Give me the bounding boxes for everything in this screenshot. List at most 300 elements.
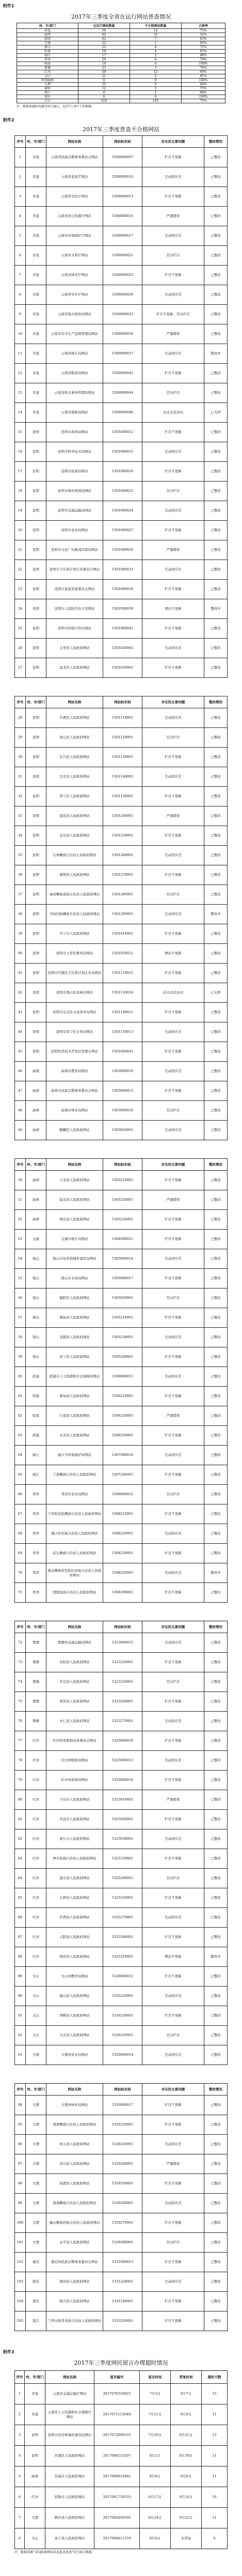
pass-rate-cell: 100% bbox=[182, 79, 225, 83]
main-problem-cell: 互动回应差 bbox=[142, 167, 204, 187]
reply-date-cell: 8月21日 bbox=[171, 2425, 202, 2446]
site-id-cell: 5308290001 bbox=[103, 1583, 142, 1603]
site-id-cell: 5326250001 bbox=[103, 2026, 142, 2045]
site-id-cell: 5301000030 bbox=[103, 540, 142, 560]
main-problem-cell: 互动回应差 bbox=[142, 1712, 204, 1731]
table-row bbox=[14, 2384, 228, 2404]
site-id-cell: 5333250001 bbox=[103, 2311, 142, 2331]
site-name-cell: 嵩明县人民政府网站 bbox=[46, 865, 103, 885]
site-name-cell: 云南省水利厅网站 bbox=[46, 246, 103, 266]
table-row bbox=[14, 1289, 228, 1308]
table-row bbox=[14, 1446, 228, 1465]
rectification-cell: 已整改 bbox=[204, 1583, 228, 1603]
site-id-cell: 5325270001 bbox=[103, 1908, 142, 1928]
site-name-cell: 鹤庆县人民政府网站 bbox=[45, 2508, 94, 2528]
rectification-cell: 已整改 bbox=[204, 580, 228, 599]
table-row bbox=[17, 58, 225, 62]
site-id-cell: 5301120018 bbox=[103, 983, 142, 1003]
site-name-header: 网站名称 bbox=[46, 135, 103, 148]
region-cell: 红河 bbox=[26, 1888, 46, 1908]
serial-number-cell: 95 bbox=[14, 2115, 26, 2135]
site-name-cell: 墨江哈尼族自治县人民政府网站 bbox=[46, 1524, 103, 1544]
main-problem-cell: 栏目不更新 bbox=[142, 1771, 204, 1790]
rectification-cell: 已整改 bbox=[204, 1465, 228, 1485]
region-cell: 德宏 bbox=[26, 2292, 46, 2311]
region-cell: 省直 bbox=[26, 305, 46, 324]
serial-number-cell: 41 bbox=[14, 964, 26, 983]
site-name-cell: 弥勒市人民政府网站 bbox=[45, 2487, 94, 2508]
serial-number-cell: 2 bbox=[14, 167, 26, 187]
main-problem-cell: 栏目不更新 bbox=[142, 1081, 204, 1101]
site-name-cell: 施甸县人民政府网站 bbox=[46, 1308, 103, 1328]
site-id-cell: 5326220001 bbox=[103, 1987, 142, 2006]
region-cell: 红河 bbox=[26, 1928, 46, 1947]
pass-rate-cell: 52% bbox=[182, 33, 225, 37]
region-cell: 昆明 bbox=[26, 1022, 46, 1042]
rectification-cell: 已整改 bbox=[204, 1062, 228, 1081]
pass-rate-cell: 75% bbox=[182, 87, 225, 91]
main-problem-cell: 空白栏目 bbox=[142, 482, 204, 501]
pass-rate-cell: 100% bbox=[182, 95, 225, 99]
serial-number-cell: 63 bbox=[14, 1426, 26, 1446]
site-id-cell: 5306210001 bbox=[103, 1387, 142, 1406]
region-cell: 丽江 bbox=[26, 1446, 46, 1465]
table-row bbox=[14, 1888, 228, 1908]
site-id-cell: 5300000016 bbox=[103, 207, 142, 226]
rectification-cell: 已整改 bbox=[204, 1249, 228, 1269]
region-cell: 昆明 bbox=[26, 619, 46, 639]
message-id-cell: 2017080810462 bbox=[94, 2466, 140, 2487]
site-name-cell: 开远市人民政府网站 bbox=[46, 1810, 103, 1829]
serial-number-cell: 96 bbox=[14, 2135, 26, 2154]
region-cell: 红河 bbox=[25, 2487, 45, 2508]
main-problem-cell: 网站不更新 bbox=[142, 599, 204, 619]
serial-number-cell: 66 bbox=[14, 1485, 26, 1504]
site-name-cell: 泸西县人民政府网站 bbox=[46, 1908, 103, 1928]
main-problem-cell: 栏目不更新 bbox=[142, 1544, 204, 1563]
site-name-cell: 云南省人力资源和社会保障厅网站 bbox=[45, 2404, 94, 2425]
region-header: 州、市/部门 bbox=[26, 696, 46, 708]
running-count-cell: 17 bbox=[78, 54, 130, 58]
main-problem-cell: 严重错误 bbox=[142, 1790, 204, 1810]
rectification-cell: 已整改 bbox=[204, 806, 228, 826]
site-id-cell: 5301150001 bbox=[103, 787, 142, 806]
main-problem-header: 存在的主要问题 bbox=[142, 2083, 204, 2096]
site-name-cell: 南华县人民政府网站 bbox=[46, 1692, 103, 1712]
rectification-cell: 已整改 bbox=[204, 767, 228, 787]
table-row bbox=[17, 74, 225, 79]
failed-count-cell: 31 bbox=[130, 33, 182, 37]
site-name-cell: 红河州发展和改革委员会网站 bbox=[46, 1731, 103, 1751]
main-problem-cell: 严重错误 bbox=[142, 324, 204, 344]
site-id-cell: 5329270001 bbox=[103, 2213, 142, 2233]
region-cell: 曲靖 bbox=[26, 1062, 46, 1081]
site-id-cell: 5308220001 bbox=[103, 1524, 142, 1544]
site-name-cell: 永平县人民政府网站 bbox=[46, 2233, 103, 2253]
table-row bbox=[14, 2045, 228, 2065]
site-name-cell: 昆明市商务局网站 bbox=[46, 423, 103, 442]
table-row bbox=[14, 1269, 228, 1289]
table-row bbox=[17, 83, 225, 87]
table-row bbox=[14, 1485, 228, 1504]
site-id-cell: 5301140011 bbox=[103, 1003, 142, 1022]
region-cell: 省直 bbox=[26, 207, 46, 226]
region-cell: 昆明 bbox=[25, 2446, 45, 2466]
region-cell: 昆明 bbox=[26, 482, 46, 501]
main-problem-cell: 互动回应差 bbox=[142, 1328, 204, 1347]
serial-number-cell: 86 bbox=[14, 1908, 26, 1928]
overdue-days-cell: 8 bbox=[202, 2528, 228, 2549]
running-count-cell: 56 bbox=[78, 29, 130, 33]
pass-rate-cell: 75% bbox=[182, 29, 225, 33]
table-row bbox=[14, 787, 228, 806]
table-row bbox=[14, 708, 228, 728]
serial-number-cell: 1 bbox=[14, 2384, 25, 2404]
table-row bbox=[14, 2292, 228, 2311]
serial-number-cell: 62 bbox=[14, 1406, 26, 1426]
site-id-cell: 5323240001 bbox=[103, 1692, 142, 1712]
site-id-cell: 5300000033 bbox=[103, 305, 142, 324]
serial-number-cell: 8 bbox=[14, 2528, 25, 2549]
serial-number-cell: 42 bbox=[14, 983, 26, 1003]
site-id-cell: 5301250001 bbox=[103, 826, 142, 846]
table-row bbox=[14, 2487, 228, 2508]
site-id-cell: 5300000048 bbox=[103, 403, 142, 423]
serial-number-cell: 101 bbox=[14, 2233, 26, 2253]
site-id-cell: 5300000044 bbox=[103, 383, 142, 403]
table-row bbox=[14, 1908, 228, 1928]
site-name-cell: 云南省统计局网站 bbox=[46, 344, 103, 364]
site-id-cell: 5301030001 bbox=[103, 658, 142, 678]
pass-rate-cell: 78% bbox=[182, 66, 225, 70]
site-id-cell: 5301000018 bbox=[103, 462, 142, 482]
region-header: 州、市/部门 bbox=[26, 135, 46, 148]
site-id-cell: 5308230001 bbox=[103, 1544, 142, 1563]
region-cell: 昆明 bbox=[26, 580, 46, 599]
overdue-days-cell: 15 bbox=[202, 2384, 228, 2404]
serial-number-cell: 33 bbox=[14, 806, 26, 826]
table-row bbox=[14, 1751, 228, 1771]
table-row bbox=[17, 37, 225, 41]
site-id-cell: 5308210001 bbox=[103, 1504, 142, 1524]
rectification-cell: 已整改 bbox=[204, 2045, 228, 2065]
main-problem-header: 存在的主要问题 bbox=[142, 135, 204, 148]
site-id-cell: 5307240001 bbox=[103, 1465, 142, 1485]
table-row bbox=[14, 2311, 228, 2331]
region-cell: 大理 bbox=[25, 2508, 45, 2528]
main-problem-cell: 互动回应差 bbox=[142, 285, 204, 305]
table-row bbox=[14, 167, 228, 187]
serial-number-cell: 104 bbox=[14, 2292, 26, 2311]
region-cell: 保山 bbox=[26, 1347, 46, 1367]
site-name-cell: 昆明市农业局网站 bbox=[46, 521, 103, 540]
site-name-cell: 昆明市民政局网站 bbox=[46, 462, 103, 482]
serial-number-cell: 56 bbox=[14, 1289, 26, 1308]
serial-number-cell: 2 bbox=[14, 2404, 25, 2425]
table-row bbox=[14, 2425, 228, 2446]
site-id-header: 网站标识码 bbox=[103, 135, 142, 148]
table-row bbox=[17, 70, 225, 74]
region-cell: 红河 bbox=[26, 1947, 46, 1967]
table-row bbox=[14, 1121, 228, 1140]
rectification-cell: 已整改 bbox=[204, 787, 228, 806]
table-row bbox=[17, 50, 225, 54]
region-cell: 红河 bbox=[26, 1731, 46, 1751]
main-problem-cell: 空白栏目 bbox=[142, 1485, 204, 1504]
table-row bbox=[14, 2466, 228, 2487]
site-name-cell: 兰坪白族普米族自治县人民政府网站 bbox=[46, 2311, 103, 2331]
table-row bbox=[14, 826, 228, 846]
failed-sites-table-page bbox=[14, 696, 228, 1140]
site-id-cell: 5300000017 bbox=[103, 226, 142, 246]
serial-number-cell: 43 bbox=[14, 1003, 26, 1022]
region-cell: 省直 bbox=[25, 2384, 45, 2404]
site-id-cell: 5303000010 bbox=[103, 1062, 142, 1081]
region-cell: 西双版纳 bbox=[17, 79, 78, 83]
rectification-cell: 已整改 bbox=[204, 1406, 228, 1426]
serial-number-cell: 72 bbox=[14, 1633, 26, 1653]
site-name-cell: 西畴县人民政府网站 bbox=[46, 2006, 103, 2026]
rectification-cell: 已整改 bbox=[204, 482, 228, 501]
region-header: 州、市/部门 bbox=[26, 2083, 46, 2096]
site-id-header: 网站标识码 bbox=[103, 2083, 142, 2096]
rectification-cell: 已整改 bbox=[204, 1653, 228, 1672]
table-row bbox=[14, 364, 228, 383]
site-id-cell: 5329250001 bbox=[103, 2174, 142, 2194]
serial-number-cell: 73 bbox=[14, 1653, 26, 1672]
overdue-days-cell: 11 bbox=[202, 2446, 228, 2466]
serial-number-cell: 100 bbox=[14, 2213, 26, 2233]
site-name-cell: 昆明市旅游发展委员会网站 bbox=[46, 580, 103, 599]
main-problem-cell: 栏目不更新 bbox=[142, 1347, 204, 1367]
main-problem-cell: 互动回应差 bbox=[142, 1022, 204, 1042]
main-problem-cell: 互动回应差 bbox=[142, 1908, 204, 1928]
site-id-cell: 5323000015 bbox=[103, 1633, 142, 1653]
table-row bbox=[14, 846, 228, 865]
main-problem-cell: 互动回应差 bbox=[142, 344, 204, 364]
site-id-cell: 5301000045 bbox=[103, 1042, 142, 1062]
region-cell: 昆明 bbox=[26, 924, 46, 944]
site-name-cell: 个旧市人民政府网站 bbox=[46, 1790, 103, 1810]
rectification-cell: 已整改 bbox=[204, 1888, 228, 1908]
main-problem-cell: 栏目不更新 bbox=[142, 1731, 204, 1751]
site-name-cell: 昌宁县人民政府网站 bbox=[46, 1347, 103, 1367]
site-name-header: 网站名称 bbox=[46, 1621, 103, 1633]
site-id-cell: 5301000015 bbox=[103, 442, 142, 462]
running-count-cell: 16 bbox=[78, 62, 130, 66]
main-problem-cell: 栏目不更新 bbox=[142, 1042, 204, 1062]
rectification-cell: 已整改 bbox=[204, 1387, 228, 1406]
overdue-days-cell: 11 bbox=[202, 2466, 228, 2487]
running-count-cell: 42 bbox=[78, 37, 130, 41]
attachment-3-title: 2017年三季度网民留言办理超时情况 bbox=[74, 2360, 168, 2366]
region-cell: 大理 bbox=[26, 2135, 46, 2154]
site-id-cell: 5301020012 bbox=[103, 944, 142, 964]
region-header: 州、市/部门 bbox=[26, 1621, 46, 1633]
table-row bbox=[14, 383, 228, 403]
serial-number-cell: 98 bbox=[14, 2174, 26, 2194]
region-cell: 德宏 bbox=[26, 2253, 46, 2272]
table-row bbox=[14, 1928, 228, 1947]
site-name-cell: 曲靖市教育局网站 bbox=[46, 1062, 103, 1081]
region-cell: 昆明 bbox=[26, 728, 46, 748]
site-name-cell: 陆良县人民政府网站 bbox=[46, 1190, 103, 1210]
serial-number-cell: 58 bbox=[14, 1328, 26, 1347]
serial-number-cell: 87 bbox=[14, 1928, 26, 1947]
failed-count-cell: 2 bbox=[130, 54, 182, 58]
region-cell: 昆明 bbox=[26, 806, 46, 826]
table-header-row bbox=[14, 1158, 228, 1171]
rectification-cell: 整改中 bbox=[204, 905, 228, 924]
attachment-1-label: 附件1 bbox=[3, 4, 14, 8]
region-cell: 普洱 bbox=[17, 58, 78, 62]
table-header-row bbox=[14, 2370, 228, 2384]
region-cell: 昭通 bbox=[26, 1406, 46, 1426]
rectification-cell: 已整改 bbox=[204, 708, 228, 728]
table-row bbox=[14, 1171, 228, 1190]
rectification-cell: 已整改 bbox=[204, 187, 228, 207]
serial-number-cell: 3 bbox=[14, 187, 26, 207]
rectification-cell: 已整改 bbox=[204, 462, 228, 482]
message-date-cell: 9月4日 bbox=[140, 2528, 171, 2549]
running-count-cell: 30 bbox=[78, 70, 130, 74]
table-row bbox=[14, 1967, 228, 1987]
site-id-cell: 5301120001 bbox=[103, 728, 142, 748]
site-name-cell: 富宁县人民政府网站 bbox=[45, 2528, 94, 2549]
site-id-cell: 5301130001 bbox=[103, 748, 142, 767]
table-row bbox=[14, 2253, 228, 2272]
region-header: 州、市/部门 bbox=[26, 1158, 46, 1171]
rectification-cell: 已整改 bbox=[204, 442, 228, 462]
region-cell: 楚雄 bbox=[26, 1672, 46, 1692]
serial-number-cell: 88 bbox=[14, 1947, 26, 1967]
table-row bbox=[14, 403, 228, 423]
serial-number-cell: 46 bbox=[14, 1062, 26, 1081]
region-cell: 昆明 bbox=[26, 905, 46, 924]
table-row bbox=[14, 266, 228, 285]
rectification-cell: 已整改 bbox=[204, 501, 228, 521]
serial-number-cell: 12 bbox=[14, 364, 26, 383]
rectification-cell: 已整改 bbox=[204, 1347, 228, 1367]
serial-number-cell: 20 bbox=[14, 521, 26, 540]
site-name-cell: 富民县人民政府网站 bbox=[46, 806, 103, 826]
site-name-cell: 官渡区人民政府网站 bbox=[46, 708, 103, 728]
table-row bbox=[14, 1987, 228, 2006]
site-name-cell: 昆明市西山区农林局网站 bbox=[46, 983, 103, 1003]
site-id-cell: 5325030001 bbox=[103, 1829, 142, 1849]
message-id-cell: 2017072009316 bbox=[94, 2425, 140, 2446]
main-problem-cell: 栏目不更新 bbox=[142, 1692, 204, 1712]
serial-number-cell: 13 bbox=[14, 383, 26, 403]
message-date-cell: 7月20日 bbox=[140, 2425, 171, 2446]
region-cell: 红河 bbox=[17, 70, 78, 74]
site-id-cell: 5325230001 bbox=[103, 1849, 142, 1869]
main-problem-cell: 空白栏目 bbox=[142, 885, 204, 905]
serial-number-cell: 57 bbox=[14, 1308, 26, 1328]
site-name-cell: 景东彝族自治县人民政府网站 bbox=[46, 1544, 103, 1563]
region-cell: 昆明 bbox=[26, 964, 46, 983]
serial-number-cell: 97 bbox=[14, 2154, 26, 2174]
serial-number-cell: 14 bbox=[14, 403, 26, 423]
site-id-cell: 5304000021 bbox=[103, 1230, 142, 1249]
site-id-cell: 5329230001 bbox=[103, 2135, 142, 2154]
main-problem-cell: 栏目不更新 bbox=[142, 2253, 204, 2272]
region-cell: 省直 bbox=[26, 148, 46, 167]
site-name-cell: 陇川县人民政府网站 bbox=[46, 2292, 103, 2311]
serial-number-cell: 68 bbox=[14, 1524, 26, 1544]
region-cell: 普洱 bbox=[26, 1544, 46, 1563]
site-name-cell: 昆明市文化广电新闻出版局网站 bbox=[46, 540, 103, 560]
main-problem-cell: 严重错误 bbox=[142, 1406, 204, 1426]
site-name-cell: 弥渡县人民政府网站 bbox=[46, 2174, 103, 2194]
main-problem-cell: 栏目不更新 bbox=[142, 1465, 204, 1485]
region-cell: 省直 bbox=[26, 403, 46, 423]
table-row bbox=[14, 148, 228, 167]
table-header-row bbox=[14, 1621, 228, 1633]
site-id-cell: 5303230001 bbox=[103, 1210, 142, 1230]
overdue-days-cell: 11 bbox=[202, 2508, 228, 2528]
main-problem-cell: 互动回应差 bbox=[142, 501, 204, 521]
main-problem-cell: 栏目不更新 bbox=[142, 1230, 204, 1249]
main-problem-cell: 栏目不更新 bbox=[142, 2115, 204, 2135]
failed-count-header: 不合格网站数量 bbox=[130, 23, 182, 29]
serial-number-cell: 91 bbox=[14, 2006, 26, 2026]
rectification-cell: 已整改 bbox=[204, 1171, 228, 1190]
region-cell: 大理 bbox=[26, 2194, 46, 2213]
serial-number-cell: 6 bbox=[14, 2487, 25, 2508]
site-id-cell: 5325240001 bbox=[103, 1869, 142, 1888]
rectification-cell: 已整改 bbox=[204, 521, 228, 540]
rectification-cell: 已整改 bbox=[204, 2233, 228, 2253]
running-count-cell: 419 bbox=[78, 99, 130, 103]
site-id-cell: 5301270001 bbox=[103, 865, 142, 885]
serial-number-cell: 5 bbox=[14, 226, 26, 246]
rectification-cell: 已整改 bbox=[204, 1524, 228, 1544]
serial-number-cell: 15 bbox=[14, 423, 26, 442]
serial-number-cell: 82 bbox=[14, 1829, 26, 1849]
rectification-cell: 已整改 bbox=[204, 1731, 228, 1751]
site-id-header: 网站标识码 bbox=[103, 1621, 142, 1633]
table-row bbox=[14, 1810, 228, 1829]
region-cell: 昆明 bbox=[17, 33, 78, 37]
site-name-cell: 昆明市呈贡区文化体育局网站 bbox=[46, 1003, 103, 1022]
site-name-cell: 云南省监察厅网站 bbox=[46, 167, 103, 187]
region-cell: 昆明 bbox=[26, 462, 46, 482]
rectification-cell: 已整改 bbox=[204, 2026, 228, 2045]
region-cell: 曲靖 bbox=[26, 1171, 46, 1190]
region-cell: 昆明 bbox=[26, 521, 46, 540]
site-id-cell: 5303210001 bbox=[103, 1171, 142, 1190]
site-name-cell: 宁洱哈尼族彝族自治县人民政府网站 bbox=[46, 1504, 103, 1524]
serial-number-cell: 78 bbox=[14, 1751, 26, 1771]
site-name-cell: 云南省机关事务管理局网站 bbox=[46, 383, 103, 403]
rectification-cell: 已关停 bbox=[204, 983, 228, 1003]
site-name-cell: 马关县人民政府网站 bbox=[46, 2026, 103, 2045]
region-cell: 昆明 bbox=[26, 639, 46, 658]
main-problem-cell: 栏目不更新 bbox=[142, 364, 204, 383]
site-id-cell: 5303000019 bbox=[103, 1101, 142, 1121]
main-problem-cell: 栏目不更新 bbox=[142, 1967, 204, 1987]
region-cell: 昆明 bbox=[26, 708, 46, 728]
main-problem-cell: 空白栏目 bbox=[142, 728, 204, 748]
pass-rate-cell: 95% bbox=[182, 41, 225, 45]
site-id-cell: 5301000036 bbox=[103, 580, 142, 599]
serial-number-cell: 4 bbox=[14, 2446, 25, 2466]
site-name-cell: 东川区人民政府网站 bbox=[46, 748, 103, 767]
region-cell: 昆明 bbox=[26, 1042, 46, 1062]
table-row bbox=[14, 1653, 228, 1672]
site-name-cell: 梁河县人民政府网站 bbox=[46, 2272, 103, 2292]
